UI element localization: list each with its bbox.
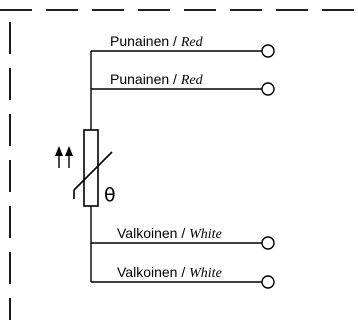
label-red-2: Punainen / Red — [110, 71, 203, 88]
terminals — [262, 45, 274, 288]
thermistor — [74, 130, 116, 206]
label-white-2: Valkoinen / White — [117, 264, 222, 281]
label-red-1: Punainen / Red — [110, 33, 203, 50]
arrow-right-head — [65, 146, 73, 156]
terminal-red-2 — [262, 83, 274, 95]
terminal-red-1 — [262, 45, 274, 57]
terminal-white-1 — [262, 237, 274, 249]
label-white-1: Valkoinen / White — [117, 225, 222, 242]
arrow-left-head — [55, 146, 63, 156]
upper-wiring — [91, 51, 262, 130]
theta-symbol: θ — [104, 184, 116, 206]
terminal-white-2 — [262, 276, 274, 288]
temperature-arrows — [55, 146, 73, 168]
